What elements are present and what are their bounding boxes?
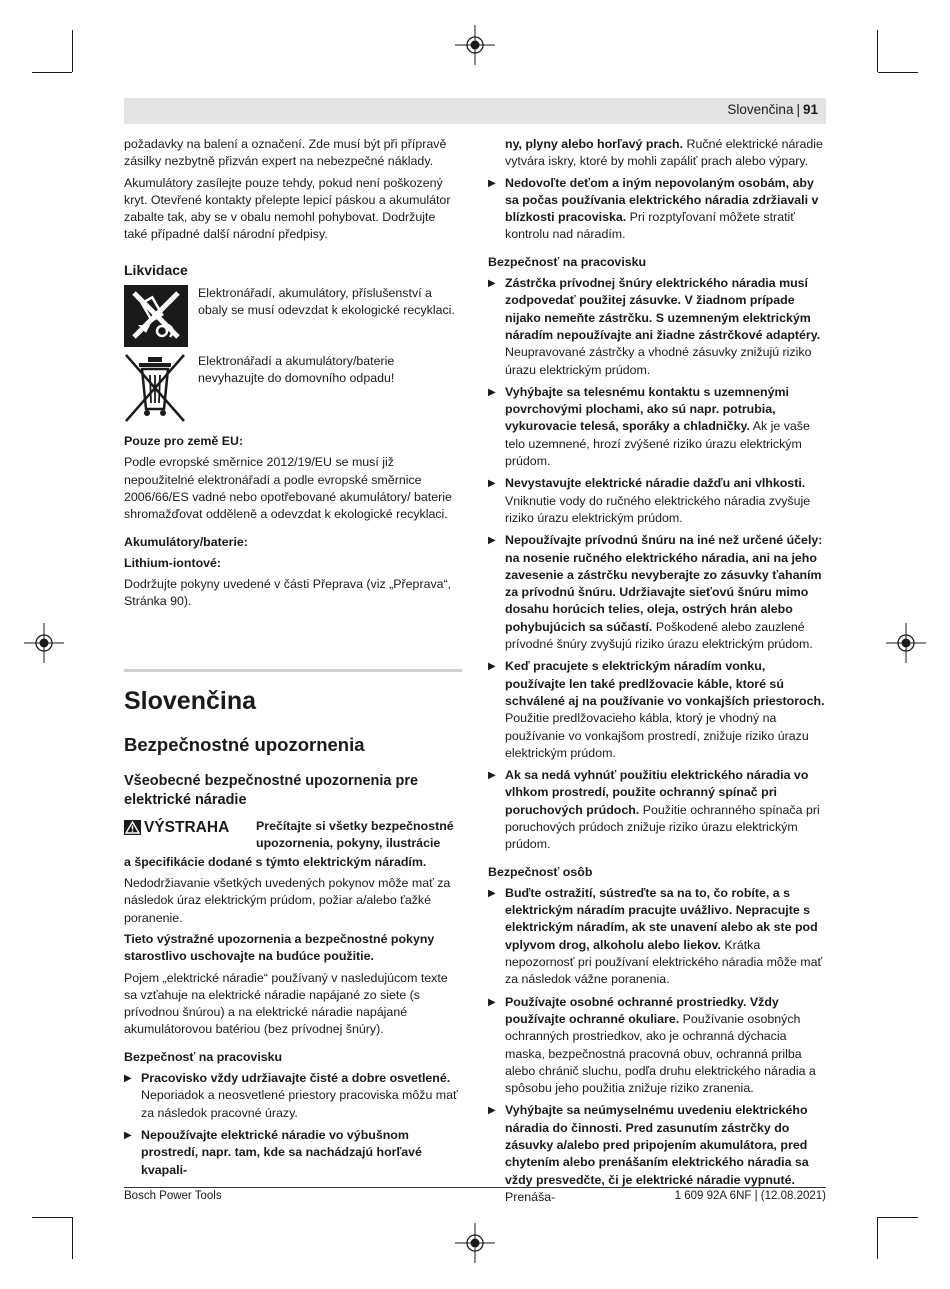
bullet-text: Neupravované zástrčky a vhodné zásuvky znižujú riziko úrazu elektrickým prúdom. <box>505 345 812 377</box>
header-separator: | <box>796 102 800 117</box>
crop-mark <box>72 1217 73 1259</box>
bullet-text: Prenáša- <box>505 1189 556 1204</box>
personal-safety-heading: Bezpečnosť osôb <box>488 864 593 879</box>
list-item-continuation <box>488 136 826 171</box>
bullet-arrow-icon: ▶ <box>488 278 496 290</box>
crop-mark <box>878 1217 918 1218</box>
bullet-arrow-icon: ▶ <box>488 887 496 899</box>
general-heading: Všeobecné bezpečnostné upozornenia pre elektrické náradie <box>124 772 419 808</box>
bullet-text: Vniknutie vody do ručného elektrického náradia zvyšuje riziko úrazu elektrickým prúdom. <box>505 493 811 525</box>
bullet-bold: Keď pracujete s elektrickým náradím vonku, používajte len také predlžovacie káble, ktoré sú schválené aj na používanie vo vonkajších priestoroch. <box>505 659 825 708</box>
warning-label-text: VÝSTRAHA <box>144 818 230 836</box>
list-item <box>488 384 826 470</box>
paragraph: Podle evropské směrnice 2012/19/EU se musí již nepoužitelné elektronářadí a podle evropské směrnice 2006/66/ES vadné nebo opotřebované akumulátory/ baterie shromažďovat odděleně a odevzdat k ekologické recyklaci. <box>124 455 452 522</box>
disposal-text: Elektronářadí a akumulátory/baterie nevyhazujte do domovního odpadu! <box>198 354 395 386</box>
list-item <box>124 1070 462 1122</box>
registration-mark-icon <box>24 623 64 663</box>
electrical-safety-heading: Bezpečnosť na pracovisku <box>488 254 647 269</box>
bullet-bold: Pracovisko vždy udržiavajte čisté a dobre osvetlené. <box>141 1071 451 1086</box>
disposal-heading: Likvidace <box>124 261 188 278</box>
paragraph: Dodržujte pokyny uvedené v části Přeprava (viz „Přeprava“, Stránka 90). <box>124 577 452 609</box>
workplace-heading: Bezpečnosť na pracovisku <box>124 1049 283 1064</box>
page-header <box>124 98 826 124</box>
registration-mark-icon <box>455 1223 495 1263</box>
header-text <box>727 102 818 117</box>
bullet-arrow-icon: ▶ <box>488 661 496 673</box>
header-section: Slovenčina <box>727 102 794 117</box>
bullet-text: Používanie osobných ochranných prostriedkov, ako je ochranná dýchacia maska, bezpečnostná pracovná obuv, ochranná prilba alebo chránič sluchu, podľa druhu elektrického náradia a spôsobu jeho použitia znižuje riziko zranenia. <box>505 1011 816 1096</box>
bullet-arrow-icon: ▶ <box>488 478 496 490</box>
battery-heading: Akumulátory/baterie: <box>124 534 248 549</box>
list-item <box>488 532 826 653</box>
bullet-bold: Používajte osobné ochranné prostriedky. Vždy používajte ochranné okuliare. <box>505 994 779 1026</box>
section-divider <box>124 669 462 672</box>
disposal-row <box>124 353 462 425</box>
battery-recycling-icon <box>124 285 188 347</box>
disposal-text: Elektronářadí, akumulátory, příslušenství a obaly se musí odevzdat k ekologické recyklaci. <box>198 286 455 318</box>
bullet-arrow-icon: ▶ <box>488 386 496 398</box>
list-item <box>488 475 826 527</box>
list-item <box>488 175 826 244</box>
list-item <box>488 994 826 1098</box>
bullet-bold: Nepoužívajte elektrické náradie vo výbušnom prostredí, napr. tam, kde sa nachádzajú horľavé kvapali- <box>141 1127 422 1177</box>
left-column <box>124 136 462 1184</box>
warning-label <box>124 819 229 836</box>
list-item <box>488 658 826 762</box>
warning-bold-text: a špecifikácie dodané s týmto elektrickým náradím. <box>124 854 427 869</box>
paragraph: požadavky na balení a označení. Zde musí být při přípravě zásilky nezbytně přizván expert na nebezpečné náklady. <box>124 137 447 169</box>
right-column <box>488 136 826 1211</box>
footer-brand: Bosch Power Tools <box>124 1190 222 1202</box>
paragraph: Akumulátory zasílejte pouze tehdy, pokud není poškozený kryt. Otevřené kontakty přelepte lepicí páskou a akumulátor zabalte tak, aby se v obalu nemohl pohybovat. Dodržujte také případné další národní předpisy. <box>124 175 451 242</box>
list-item <box>488 275 826 379</box>
list-item <box>124 1127 462 1179</box>
warning-triangle-icon <box>124 820 141 835</box>
list-item <box>488 885 826 989</box>
page-number: 91 <box>802 102 818 117</box>
warning-row <box>124 818 462 854</box>
bullet-arrow-icon: ▶ <box>488 535 496 547</box>
bullet-arrow-icon: ▶ <box>488 996 496 1008</box>
bullet-text: Ručné elektrické náradie vytvára iskry, ktoré by mohli zapáliť prach alebo výpary. <box>505 137 823 169</box>
bullet-bold: ny, plyny alebo horľavý prach. <box>505 137 684 151</box>
keep-instructions-text: Tieto výstražné upozornenia a bezpečnostné pokyny starostlivo uschovajte na budúce použitie. <box>124 931 435 964</box>
warning-bold-text: Prečítajte si všetky bezpečnostné upozornenia, pokyny, ilustrácie <box>256 818 454 851</box>
bullet-arrow-icon: ▶ <box>124 1073 132 1085</box>
lithium-heading: Lithium-iontové: <box>124 555 222 570</box>
disposal-row <box>124 285 462 349</box>
bullet-bold: Buďte ostražití, sústreďte sa na to, čo robíte, a s elektrickým náradím pracujte uvážlivo. Nepracujte s elektrickým náradím, ak ste unavení alebo ak ste pod vplyvom drog, alkoholu alebo liekov. <box>505 885 818 952</box>
registration-mark-icon <box>886 623 926 663</box>
bullet-text: Použitie predlžovacieho kábla, ktorý je vhodný na používanie vo vonkajšom prostredí, znižuje riziko úrazu elektrickým prúdom. <box>505 711 809 760</box>
language-heading: Slovenčina <box>124 686 256 715</box>
list-item <box>488 767 826 853</box>
bullet-arrow-icon: ▶ <box>488 1105 496 1117</box>
bullet-arrow-icon: ▶ <box>488 770 496 782</box>
bullet-text: Pri rozptyľovaní môžete stratiť kontrolu nad náradím. <box>505 210 795 242</box>
crossed-bin-icon <box>124 353 186 423</box>
bullet-text: Krátka nepozornosť pri používaní elektrického náradia môže mať za následok vážne poranenia. <box>505 937 823 987</box>
registration-mark-icon <box>455 25 495 65</box>
bullet-bold: Ak sa nedá vyhnúť použitiu elektrického náradia vo vlhkom prostredí, použite ochranný spínač pri poruchových prúdoch. <box>505 768 809 817</box>
footer-divider <box>124 1187 826 1188</box>
bullet-bold: Nevystavujte elektrické náradie dažďu ani vlhkosti. <box>505 476 806 491</box>
footer-doc-id: 1 609 92A 6NF | (12.08.2021) <box>674 1190 826 1202</box>
paragraph: Pojem „elektrické náradie“ používaný v nasledujúcom texte sa vzťahuje na elektrické náradie napájané zo siete (s prívodnou šnúrou) a na elektrické náradie napájané akumulátorovou batériou (bez prívodnej šnúry). <box>124 970 448 1037</box>
bullet-bold: Zástrčka prívodnej šnúry elektrického náradia musí zodpovedať použitej zásuvke. V žiadnom prípade nijako nemeňte zástrčku. S uzemneným elektrickým náradím nepoužívajte ani žiadne zástrčkové adaptéry. <box>505 276 821 342</box>
bullet-text: Ak je vaše telo uzemnené, hrozí zvýšené riziko úrazu elektrickým prúdom. <box>505 419 810 469</box>
crop-mark <box>32 72 72 73</box>
crop-mark <box>877 1217 878 1259</box>
crop-mark <box>32 1217 72 1218</box>
section-heading: Bezpečnostné upozornenia <box>124 733 365 755</box>
eu-heading: Pouze pro země EU: <box>124 434 244 449</box>
bullet-text: Poškodené alebo zauzlené prívodné šnúry zvyšujú riziko úrazu elektrickým prúdom. <box>505 619 813 652</box>
bullet-bold: Nedovoľte deťom a iným nepovolaným osobám, aby sa počas používania elektrického náradia zdržiavali v blízkosti pracoviska. <box>505 175 819 225</box>
bullet-arrow-icon: ▶ <box>488 177 496 189</box>
crop-mark <box>878 72 918 73</box>
paragraph: Nedodržiavanie všetkých uvedených pokynov môže mať za následok úraz elektrickým prúdom, požiar a/alebo ťažké poranenie. <box>124 876 451 925</box>
bullet-text: Použitie ochranného spínača pri poruchových prúdoch znižuje riziko úrazu elektrickým prúdom. <box>505 802 820 852</box>
bullet-bold: Vyhýbajte sa telesnému kontaktu s uzemnenými povrchovými plochami, ako sú napr. potrubia, vykurovacie telesá, sporáky a chladničky. <box>505 384 789 434</box>
crop-mark <box>877 30 878 72</box>
bullet-text: Neporiadok a neosvetlené priestory pracoviska môžu mať za následok pracovné úrazy. <box>141 1088 458 1120</box>
bullet-bold: Vyhýbajte sa neúmyselnému uvedeniu elektrického náradia do činnosti. Pred zasunutím zástrčky do zásuvky a/alebo pred pripojením akumulátora, pred chytením alebo prenášaním elektrického náradia sa vždy presvedčte, či je elektrické náradie vypnuté. <box>505 1103 809 1187</box>
bullet-arrow-icon: ▶ <box>124 1129 132 1141</box>
crop-mark <box>72 30 73 72</box>
bullet-bold: Nepoužívajte prívodnú šnúru na iné než určené účely: na nosenie ručného elektrického náradia, ani na jeho zavesenie a zástrčku nevyberajte zo zásuvky ťahaním za prívodnú šnúru. Udržiavajte sieťovú šnúru mimo dosahu horúcich telies, oleja, ostrých hrán alebo pohybujúcich sa súčastí. <box>505 533 823 634</box>
